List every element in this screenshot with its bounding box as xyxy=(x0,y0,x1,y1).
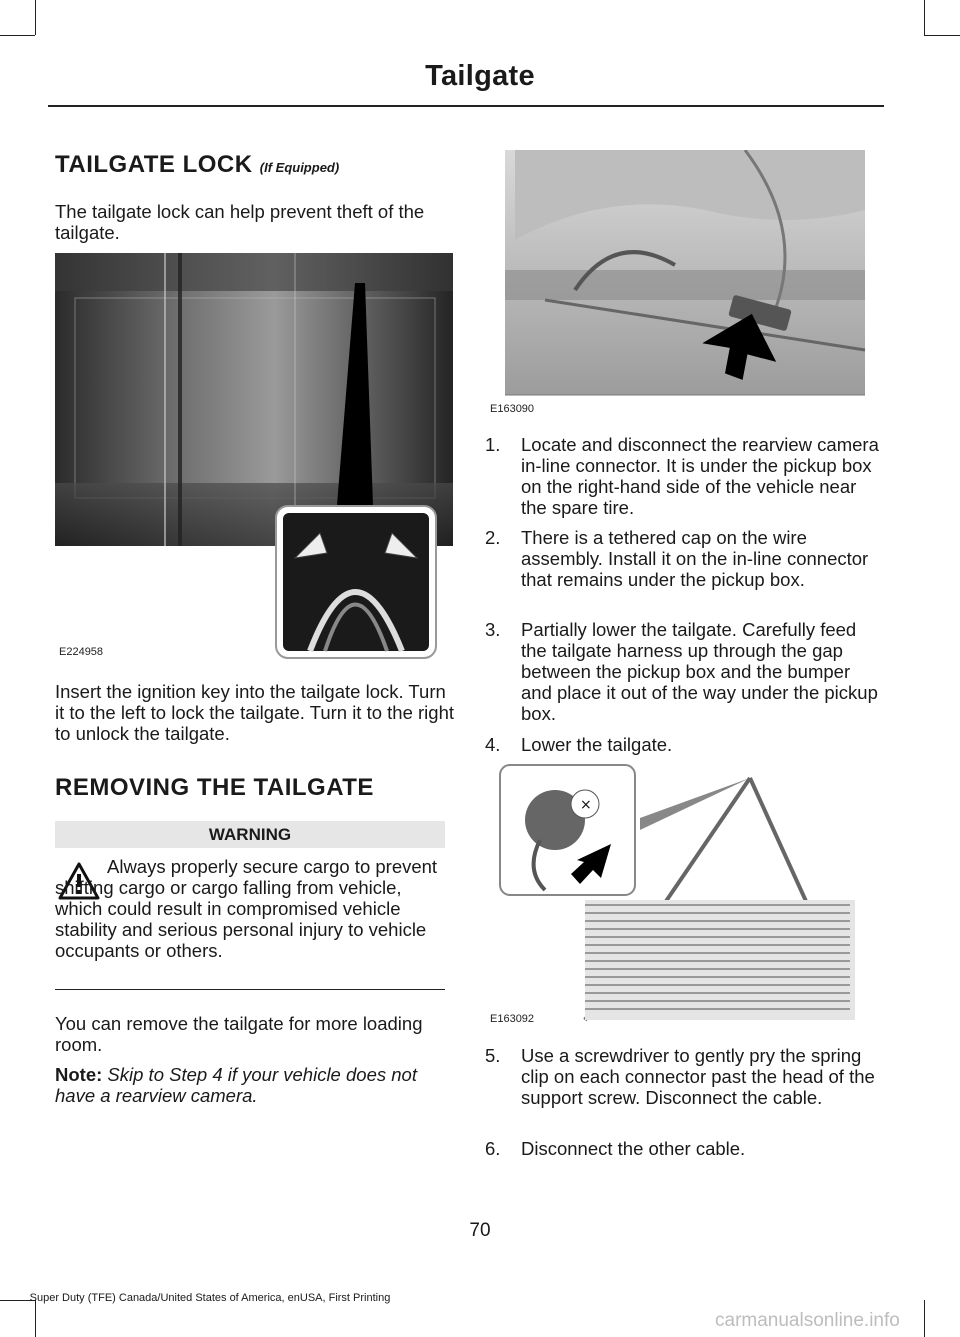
lock-instructions: Insert the ignition key into the tailgate lock. Turn it to the left to lock the tailgate. Turn it to the right to unlock the tailgate. xyxy=(55,681,454,744)
crop-mark xyxy=(35,1300,36,1337)
cable-figure xyxy=(485,760,870,1030)
step-text: Partially lower the tailgate. Carefully feed the tailgate harness up through the gap between the pickup box and the bumper and place it out of the way under the pickup box. xyxy=(521,619,878,724)
step-number: 6. xyxy=(485,1138,501,1159)
figure-code: E224958 xyxy=(59,646,104,658)
watermark: carmanualsonline.info xyxy=(715,1310,900,1331)
list-item xyxy=(485,619,885,724)
step-text: Use a screwdriver to gently pry the spring clip on each connector past the head of the support screw. Disconnect the cable. xyxy=(521,1045,875,1108)
crop-mark xyxy=(924,35,960,36)
list-item xyxy=(485,1045,885,1108)
tailgate-lock-figure xyxy=(55,253,453,663)
step-text: There is a tethered cap on the wire assembly. Install it on the in-line connector that remains under the pickup box. xyxy=(521,527,869,590)
warning-label: WARNING xyxy=(55,821,445,848)
list-item xyxy=(485,434,885,518)
figure-code: E163090 xyxy=(490,403,535,415)
step-number: 1. xyxy=(485,434,501,455)
step-number: 5. xyxy=(485,1045,501,1066)
page-header-title: Tailgate xyxy=(425,60,535,92)
heading-text: TAILGATE LOCK xyxy=(55,151,253,178)
step-text: Locate and disconnect the rearview camera in-line connector. It is under the pickup box on the right-hand side of the vehicle near the spare tire. xyxy=(521,434,879,518)
note-label: Note: xyxy=(55,1064,103,1085)
crop-mark xyxy=(35,0,36,35)
crop-mark xyxy=(924,0,925,35)
crop-mark xyxy=(0,35,35,36)
step-text: Lower the tailgate. xyxy=(521,734,673,755)
section-tailgate-lock xyxy=(55,151,455,179)
tailgate-lock-illustration xyxy=(55,253,453,663)
page-number: 70 xyxy=(469,1220,491,1241)
crop-mark xyxy=(924,1300,925,1337)
step-number: 2. xyxy=(485,527,501,548)
connector-illustration xyxy=(485,150,870,420)
note-paragraph xyxy=(55,1064,450,1106)
section-heading-removing: REMOVING THE TAILGATE xyxy=(55,774,374,801)
list-item xyxy=(485,1138,885,1159)
svg-text:×: × xyxy=(580,797,592,813)
list-item xyxy=(485,527,885,590)
warning-divider xyxy=(55,989,445,990)
intro-paragraph: The tailgate lock can help prevent theft of the tailgate. xyxy=(55,201,425,243)
header-divider xyxy=(48,105,884,107)
heading-qualifier: (If Equipped) xyxy=(259,160,340,175)
publication-footer: Super Duty (TFE) Canada/United States of America, enUSA, First Printing xyxy=(29,1292,391,1304)
connector-figure xyxy=(485,150,870,420)
step-number: 3. xyxy=(485,619,501,640)
note-text: Skip to Step 4 if your vehicle does not have a rearview camera. xyxy=(55,1064,417,1106)
cable-illustration xyxy=(485,760,870,1030)
step-text: Disconnect the other cable. xyxy=(521,1138,746,1159)
step-number: 4. xyxy=(485,734,501,755)
list-item xyxy=(485,734,885,755)
section-heading xyxy=(55,151,455,179)
warning-text: Always properly secure cargo to prevent shifting cargo or cargo falling from vehicle, which could result in compromised vehicle stability and serious personal injury to vehicle occupants or others. xyxy=(55,856,438,961)
figure-code: E163092 xyxy=(490,1013,535,1025)
removing-body: You can remove the tailgate for more loading room. xyxy=(55,1013,423,1055)
